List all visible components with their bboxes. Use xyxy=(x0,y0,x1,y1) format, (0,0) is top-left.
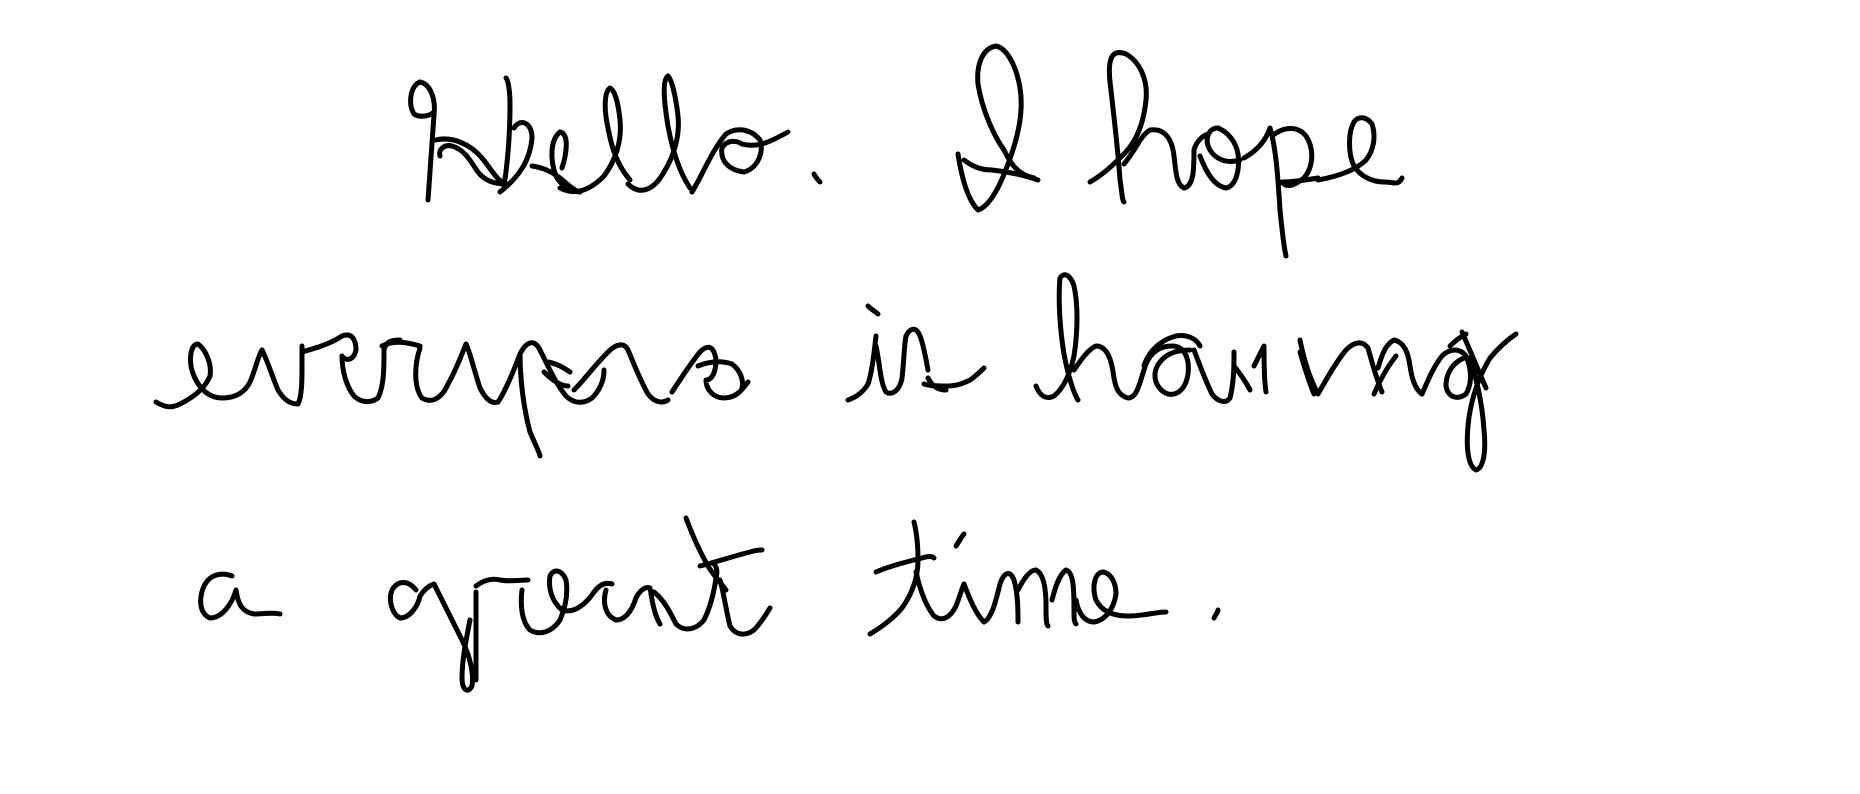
stroke-o xyxy=(692,130,788,192)
stroke-l-2 xyxy=(560,88,630,192)
stroke-a-2 xyxy=(201,574,280,618)
stroke-e-5 xyxy=(521,571,612,633)
handwriting-line-1 xyxy=(411,46,1402,256)
stroke-l-3 xyxy=(628,76,690,190)
stroke-a-3 xyxy=(604,564,716,629)
stroke-l-1 xyxy=(532,132,580,192)
stroke-p xyxy=(1244,128,1318,256)
stroke-period-1 xyxy=(814,174,820,182)
stroke-h xyxy=(1090,53,1208,202)
stroke-n-2 xyxy=(1318,340,1422,394)
stroke-i-4 xyxy=(916,534,964,619)
stroke-v-2 xyxy=(1194,350,1234,401)
stroke-ell-1 xyxy=(500,78,532,192)
stroke-t xyxy=(686,518,762,590)
stroke-i-2 xyxy=(1234,346,1266,392)
stroke-g-4 xyxy=(390,583,472,691)
stroke-e-2 xyxy=(156,344,262,407)
stroke-n xyxy=(574,345,748,402)
stroke-m xyxy=(964,570,1076,626)
stroke-e-6 xyxy=(1076,572,1166,622)
stroke-r xyxy=(382,342,420,346)
stroke-H xyxy=(411,82,506,200)
stroke-i xyxy=(848,306,878,400)
stroke-v xyxy=(262,346,302,404)
stroke-period-2 xyxy=(1214,610,1218,618)
stroke-y xyxy=(416,344,498,402)
stroke-o-3 xyxy=(498,343,604,456)
stroke-e-1 xyxy=(1318,118,1402,183)
handwriting-line-3 xyxy=(201,518,1218,690)
handwriting-line-2 xyxy=(156,275,1516,470)
stroke-o-2 xyxy=(1200,128,1240,188)
stroke-i-3 xyxy=(1300,340,1316,394)
stroke-t-3 xyxy=(870,522,934,634)
stroke-I xyxy=(958,46,1038,210)
stroke-i-dot-2 xyxy=(1295,299,1301,305)
stroke-i-dot-1 xyxy=(869,299,875,305)
